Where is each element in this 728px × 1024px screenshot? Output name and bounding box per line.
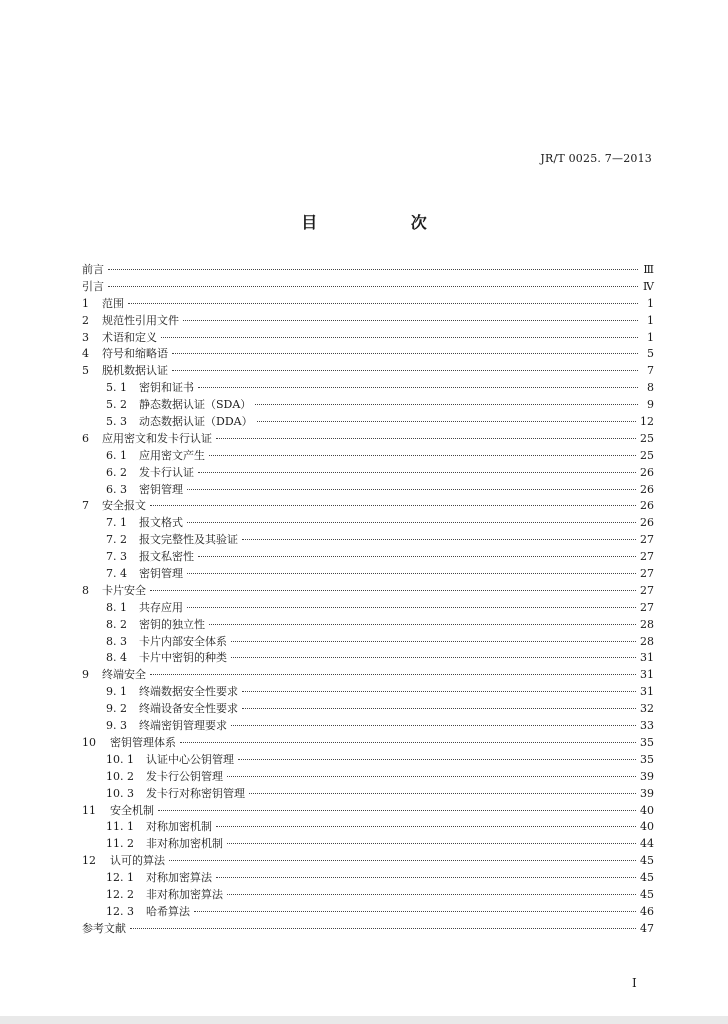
toc-entry-label: 报文完整性及其验证	[139, 533, 238, 547]
toc-entry-label: 脱机数据认证	[102, 364, 168, 378]
toc-entry-number: 4	[82, 347, 89, 361]
toc-entry-page: 12	[640, 415, 654, 429]
toc-entry[interactable]	[82, 532, 654, 549]
toc-entry[interactable]	[82, 752, 654, 769]
toc-entry[interactable]	[82, 262, 654, 279]
toc-entry-label: 符号和缩略语	[102, 347, 168, 361]
dot-leader	[172, 370, 638, 371]
toc-entry[interactable]	[82, 566, 654, 583]
toc-entry-label: 终端密钥管理要求	[139, 719, 227, 733]
toc-entry-label: 对称加密算法	[146, 871, 212, 885]
dot-leader	[255, 404, 638, 405]
toc-entry-page: 39	[640, 769, 654, 783]
toc-entry-page: 33	[640, 719, 654, 733]
toc-entry-page: 27	[640, 533, 654, 547]
toc-entry-number: 12	[82, 854, 96, 868]
toc-entry[interactable]	[82, 583, 654, 600]
toc-entry-page: 47	[640, 921, 654, 935]
toc-entry-number: 11	[82, 803, 96, 817]
toc-entry-label: 共存应用	[139, 600, 183, 614]
toc-entry-page: 9	[647, 398, 654, 412]
toc-entry-number: 10. 1	[106, 752, 134, 766]
toc-entry-label: 发卡行公钥管理	[146, 769, 223, 783]
toc-entry-label: 报文私密性	[139, 550, 194, 564]
toc-entry[interactable]	[82, 803, 654, 820]
dot-leader	[130, 928, 636, 929]
dot-leader	[242, 691, 636, 692]
toc-entry-label: 密钥和证书	[139, 381, 194, 395]
toc-entry[interactable]	[82, 346, 654, 363]
toc-entry-page: Ⅳ	[643, 279, 654, 293]
toc-entry-label: 密钥的独立性	[139, 617, 205, 631]
toc-entry-page: 46	[640, 904, 654, 918]
toc-entry[interactable]	[82, 296, 654, 313]
toc-entry[interactable]	[82, 887, 654, 904]
toc-entry-number: 1	[82, 296, 89, 310]
scan-edge	[0, 1016, 728, 1024]
toc-entry-page: 45	[640, 871, 654, 885]
toc-entry-label: 发卡行认证	[139, 465, 194, 479]
toc-entry-page: 26	[640, 499, 654, 513]
dot-leader	[227, 776, 636, 777]
toc-entry-label: 认可的算法	[110, 854, 165, 868]
toc-entry-number: 2	[82, 313, 89, 327]
dot-leader	[180, 742, 636, 743]
toc-entry-label: 卡片中密钥的种类	[139, 651, 227, 665]
dot-leader	[242, 708, 636, 709]
toc-entry-page: 27	[640, 600, 654, 614]
dot-leader	[150, 590, 636, 591]
dot-leader	[108, 286, 638, 287]
toc-entry[interactable]	[82, 465, 654, 482]
toc-title-text: 目 次	[301, 213, 471, 232]
toc-entry-label: 安全报文	[102, 499, 146, 513]
dot-leader	[209, 455, 636, 456]
toc-entry[interactable]	[82, 836, 654, 853]
toc-entry[interactable]	[82, 634, 654, 651]
toc-entry-label: 报文格式	[139, 516, 183, 530]
toc-entry-number: 12. 2	[106, 887, 134, 901]
toc-entry[interactable]	[82, 921, 654, 938]
toc-entry-label: 密钥管理体系	[110, 735, 176, 749]
toc-entry[interactable]	[82, 515, 654, 532]
toc-entry-number: 7	[82, 499, 89, 513]
toc-entry-number: 6. 1	[106, 448, 127, 462]
toc-entry-number: 8. 3	[106, 634, 127, 648]
dot-leader	[231, 725, 636, 726]
toc-entry-label: 范围	[102, 296, 124, 310]
toc-entry[interactable]	[82, 786, 654, 803]
page-number: I	[632, 976, 637, 990]
toc-entry[interactable]	[82, 701, 654, 718]
toc-entry-label: 应用密文产生	[139, 448, 205, 462]
toc-entry-label: 终端安全	[102, 668, 146, 682]
dot-leader	[216, 438, 636, 439]
toc-entry-number: 5. 1	[106, 381, 127, 395]
toc-entry[interactable]	[82, 482, 654, 499]
standard-code: JR/T 0025. 7—2013	[540, 152, 652, 165]
toc-entry-label: 哈希算法	[146, 904, 190, 918]
dot-leader	[209, 624, 636, 625]
toc-entry-number: 8. 4	[106, 651, 127, 665]
dot-leader	[198, 387, 638, 388]
toc-entry[interactable]	[82, 431, 654, 448]
toc-entry[interactable]	[82, 718, 654, 735]
toc-entry-page: 25	[640, 448, 654, 462]
toc-entry-page: 32	[640, 702, 654, 716]
toc-entry-label: 静态数据认证（SDA）	[139, 398, 252, 412]
toc-entry-label: 终端设备安全性要求	[139, 702, 238, 716]
toc-entry[interactable]	[82, 397, 654, 414]
toc-entry-page: 8	[647, 381, 654, 395]
toc-entry-label: 密钥管理	[139, 482, 183, 496]
toc-entry-page: 27	[640, 583, 654, 597]
toc-entry-label: 密钥管理	[139, 567, 183, 581]
toc-entry-label: 卡片内部安全体系	[139, 634, 227, 648]
toc-entry-page: 40	[640, 820, 654, 834]
toc-entry[interactable]	[82, 363, 654, 380]
dot-leader	[172, 353, 638, 354]
toc-entry-label: 规范性引用文件	[102, 313, 179, 327]
toc-entry-number: 12. 3	[106, 904, 134, 918]
toc-entry-page: 40	[640, 803, 654, 817]
toc-entry-page: 1	[647, 330, 654, 344]
dot-leader	[216, 826, 636, 827]
toc-entry-number: 11. 1	[106, 820, 134, 834]
toc-entry[interactable]	[82, 313, 654, 330]
toc-entry-label: 终端数据安全性要求	[139, 685, 238, 699]
toc-entry-page: 45	[640, 887, 654, 901]
toc-entry-label: 认证中心公钥管理	[146, 752, 234, 766]
toc-entry-number: 12. 1	[106, 871, 134, 885]
toc-entry-number: 6	[82, 431, 89, 445]
toc-entry-number: 9. 2	[106, 702, 127, 716]
toc-entry-page: 7	[647, 364, 654, 378]
toc-entry[interactable]	[82, 650, 654, 667]
dot-leader	[169, 860, 636, 861]
dot-leader	[198, 556, 636, 557]
toc-title	[0, 210, 728, 233]
toc-entry-page: 31	[640, 685, 654, 699]
dot-leader	[183, 320, 638, 321]
toc-entry-number: 7. 4	[106, 567, 127, 581]
toc-entry[interactable]	[82, 600, 654, 617]
toc-entry-label: 动态数据认证（DDA）	[139, 415, 253, 429]
toc-entry-number: 9. 1	[106, 685, 127, 699]
toc-entry-label: 非对称加密算法	[146, 887, 223, 901]
toc-entry-page: 28	[640, 617, 654, 631]
toc-entry-number: 9	[82, 668, 89, 682]
toc-entry[interactable]	[82, 684, 654, 701]
toc-entry-page: 27	[640, 567, 654, 581]
dot-leader	[227, 843, 636, 844]
toc-entry-label: 对称加密机制	[146, 820, 212, 834]
toc-entry-label: 术语和定义	[102, 330, 157, 344]
toc-entry[interactable]	[82, 380, 654, 397]
dot-leader	[198, 472, 636, 473]
dot-leader	[227, 894, 636, 895]
toc-entry-number: 5. 2	[106, 398, 127, 412]
toc-entry-number: 3	[82, 330, 89, 344]
toc-entry-page: 39	[640, 786, 654, 800]
toc-entry-number: 9. 3	[106, 719, 127, 733]
dot-leader	[187, 573, 636, 574]
dot-leader	[108, 269, 638, 270]
dot-leader	[158, 810, 636, 811]
toc-entry-page: 45	[640, 854, 654, 868]
toc-entry-number: 5	[82, 364, 89, 378]
dot-leader	[150, 674, 636, 675]
toc-entry-label: 卡片安全	[102, 583, 146, 597]
toc-entry-page: 26	[640, 465, 654, 479]
toc-entry-page: Ⅲ	[643, 263, 654, 276]
toc-entry-page: 31	[640, 668, 654, 682]
toc-entry[interactable]	[82, 498, 654, 515]
toc-entry-page: 5	[647, 347, 654, 361]
toc-entry[interactable]	[82, 904, 654, 921]
table-of-contents	[82, 262, 654, 938]
toc-entry-page: 27	[640, 550, 654, 564]
toc-entry-label: 发卡行对称密钥管理	[146, 786, 245, 800]
dot-leader	[187, 522, 636, 523]
toc-entry-label: 参考文献	[82, 921, 126, 935]
toc-entry[interactable]	[82, 769, 654, 786]
dot-leader	[161, 337, 638, 338]
toc-entry[interactable]	[82, 414, 654, 431]
toc-entry[interactable]	[82, 448, 654, 465]
toc-entry-page: 44	[640, 837, 654, 851]
dot-leader	[216, 877, 636, 878]
dot-leader	[231, 657, 636, 658]
toc-entry[interactable]	[82, 549, 654, 566]
toc-entry-page: 25	[640, 431, 654, 445]
toc-entry-number: 8. 1	[106, 600, 127, 614]
toc-entry[interactable]	[82, 870, 654, 887]
toc-entry-page: 28	[640, 634, 654, 648]
toc-entry[interactable]	[82, 279, 654, 296]
toc-entry-label: 前言	[82, 263, 104, 276]
toc-entry[interactable]	[82, 853, 654, 870]
toc-entry[interactable]	[82, 617, 654, 634]
toc-entry-page: 1	[647, 296, 654, 310]
dot-leader	[150, 505, 636, 506]
toc-entry-number: 7. 1	[106, 516, 127, 530]
toc-entry-label: 非对称加密机制	[146, 837, 223, 851]
toc-entry-page: 35	[640, 752, 654, 766]
toc-entry-page: 1	[647, 313, 654, 327]
toc-entry-label: 安全机制	[110, 803, 154, 817]
toc-entry-number: 10	[82, 735, 96, 749]
toc-entry[interactable]	[82, 735, 654, 752]
toc-entry-number: 6. 2	[106, 465, 127, 479]
dot-leader	[242, 539, 636, 540]
dot-leader	[249, 793, 636, 794]
dot-leader	[238, 759, 636, 760]
dot-leader	[257, 421, 636, 422]
toc-entry-number: 10. 2	[106, 769, 134, 783]
dot-leader	[231, 641, 636, 642]
toc-entry-number: 8	[82, 583, 89, 597]
toc-entry-number: 5. 3	[106, 415, 127, 429]
toc-entry-page: 26	[640, 482, 654, 496]
toc-entry-label: 应用密文和发卡行认证	[102, 431, 212, 445]
toc-entry-number: 7. 2	[106, 533, 127, 547]
toc-entry-label: 引言	[82, 279, 104, 293]
toc-entry-page: 31	[640, 651, 654, 665]
toc-entry-number: 8. 2	[106, 617, 127, 631]
toc-entry-number: 10. 3	[106, 786, 134, 800]
toc-entry-page: 35	[640, 735, 654, 749]
dot-leader	[187, 607, 636, 608]
toc-entry-number: 6. 3	[106, 482, 127, 496]
toc-entry[interactable]	[82, 330, 654, 347]
toc-entry-page: 26	[640, 516, 654, 530]
toc-entry-number: 7. 3	[106, 550, 127, 564]
dot-leader	[194, 911, 636, 912]
toc-entry-number: 11. 2	[106, 837, 134, 851]
dot-leader	[128, 303, 638, 304]
dot-leader	[187, 489, 636, 490]
toc-entry[interactable]	[82, 667, 654, 684]
toc-entry[interactable]	[82, 819, 654, 836]
